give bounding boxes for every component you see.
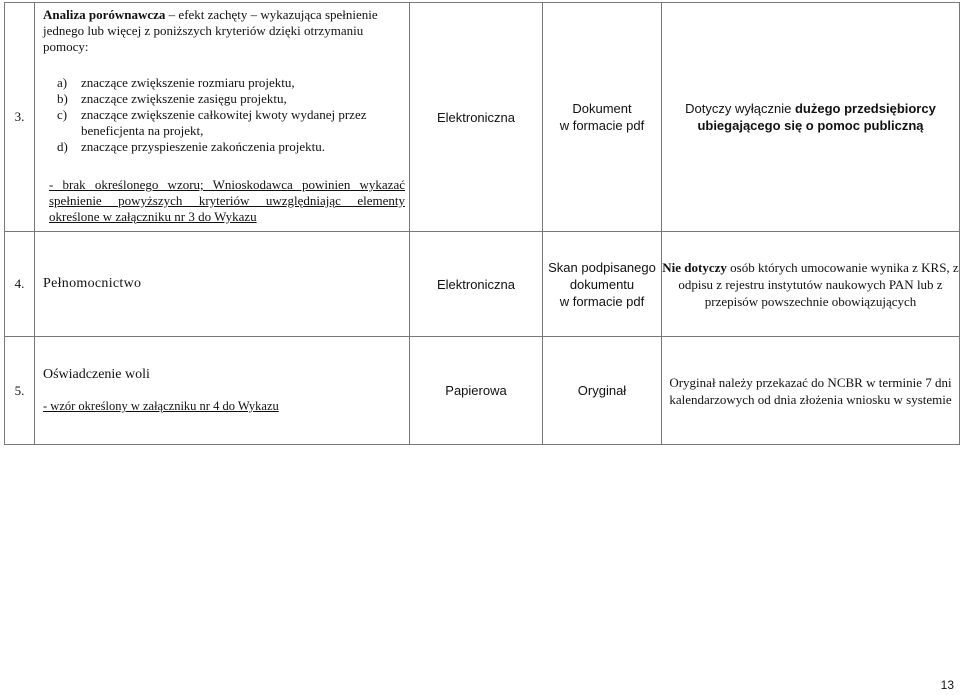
list-item: c) znaczące zwiększenie całkowitej kwoty wydanej przez beneficjenta na projekt, xyxy=(57,107,367,138)
submission-form: Papierowa xyxy=(410,337,543,445)
template-note: - brak określonego wzoru; Wnioskodawca powinien wykazać spełnienie powyższych kryteriów uwzględniając elementy określone w załączniku nr 3 do Wykazu xyxy=(49,177,405,224)
document-title: Pełnomocnictwo xyxy=(35,232,410,337)
submission-form: Elektroniczna xyxy=(410,232,543,337)
document-description xyxy=(35,337,410,445)
requirements-table xyxy=(4,2,960,445)
list-item: b) znaczące zwiększenie zasięgu projektu, xyxy=(57,91,287,106)
list-item: d) znaczące przyspieszenie zakończenia projektu. xyxy=(57,139,325,154)
remarks: Oryginał należy przekazać do NCBR w terminie 7 dni kalendarzowych od dnia złożenia wniosku w systemie xyxy=(662,337,960,445)
template-note: - wzór określony w załączniku nr 4 do Wykazu xyxy=(43,399,279,413)
document-format: Dokument w formacie pdf xyxy=(543,3,662,232)
table-row xyxy=(5,3,960,232)
criteria-list xyxy=(43,75,405,155)
document-format: Oryginał xyxy=(543,337,662,445)
page-number: 13 xyxy=(940,678,954,692)
remarks: Nie dotyczy osób których umocowanie wynika z KRS, z odpisu z rejestru instytutów naukowych PAN lub z przepisów powszechnie obowiązujących xyxy=(662,232,960,337)
row-number: 5. xyxy=(5,337,35,445)
row-number: 3. xyxy=(5,3,35,232)
list-item: a) znaczące zwiększenie rozmiaru projektu, xyxy=(57,75,295,90)
submission-form: Elektroniczna xyxy=(410,3,543,232)
document-title: Oświadczenie woli xyxy=(43,367,150,382)
table-row xyxy=(5,232,960,337)
document-title: Analiza porównawcza – efekt zachęty – wykazująca spełnienie jednego lub więcej z poniższych kryteriów dzięki otrzymaniu pomocy: xyxy=(43,7,378,54)
document-format: Skan podpisanego dokumentu w formacie pdf xyxy=(543,232,662,337)
document-description xyxy=(35,3,410,232)
remarks: Dotyczy wyłącznie dużego przedsiębiorcy ubiegającego się o pomoc publiczną xyxy=(662,3,960,232)
table-row xyxy=(5,337,960,445)
row-number: 4. xyxy=(5,232,35,337)
